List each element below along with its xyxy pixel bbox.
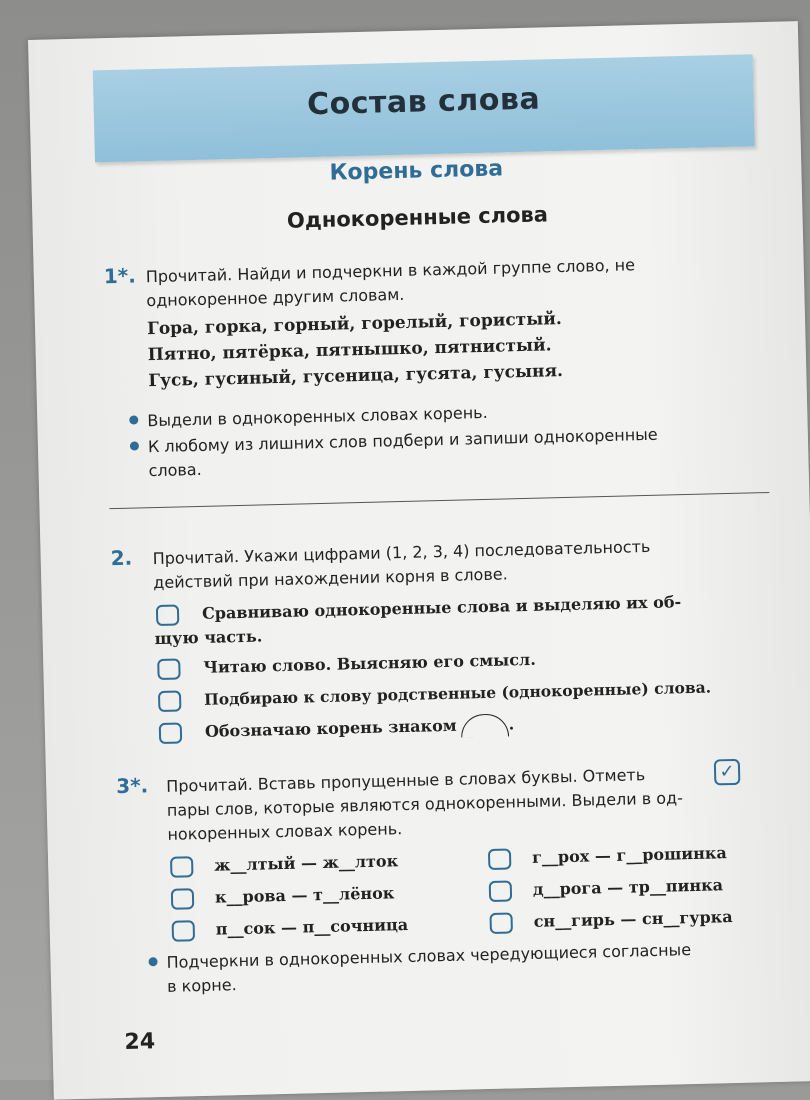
task1-word-group-2: Пятно, пятёрка, пятнышко, пятнистый. — [147, 335, 552, 366]
task3-intro-line1: Прочитай. Вставь пропущенные в словах буквы. Отметь — [166, 765, 646, 796]
right-pair-3: сн__гирь — сн__гурка — [533, 907, 733, 931]
task3-bullet — [148, 938, 691, 975]
workbook-page — [28, 21, 810, 1099]
task2-option-1: Сравниваю однокоренные слова и выделяю их об- — [201, 592, 682, 623]
bullet-dot-icon — [130, 441, 139, 450]
task1-word-group-3: Гусь, гусиный, гусеница, гусята, гусыня. — [148, 361, 564, 392]
task3-number: 3*. — [115, 773, 149, 799]
task1-word-group-1: Гора, горка, горный, горелый, гористый. — [146, 309, 563, 340]
task2-option-4-text: Обозначаю корень знаком — [204, 715, 457, 741]
right-pair-1: г__рох — г__рошинка — [531, 843, 727, 867]
task2-option-2: Читаю слово. Выясняю его смысл. — [203, 649, 537, 677]
right-pair-2: д__рога — тр__пинка — [532, 875, 724, 899]
task2-intro-line1: Прочитай. Укажи цифрами (1, 2, 3, 4) последовательность — [152, 536, 651, 569]
answer-line[interactable] — [109, 492, 769, 509]
left-pair-1: ж__лтый — ж__лток — [213, 851, 399, 875]
order-box-2[interactable] — [157, 658, 181, 680]
title-banner — [93, 54, 755, 162]
pair-checkbox-right-1[interactable] — [488, 848, 512, 870]
page-number: 24 — [124, 1029, 156, 1055]
subtitle: Корень слова — [329, 156, 504, 186]
page-title: Состав слова — [306, 81, 541, 123]
root-arc-icon — [460, 713, 509, 737]
task3-intro-line3: нокоренных словах корень. — [167, 819, 403, 844]
pair-checkbox-right-3[interactable] — [489, 912, 513, 934]
task1-number: 1*. — [103, 263, 137, 289]
order-box-4[interactable] — [159, 722, 183, 744]
bullet-dot-icon — [148, 957, 157, 966]
pair-checkbox-left-2[interactable] — [171, 888, 195, 910]
task1-intro-line1: Прочитай. Найди и подчеркни в каждой группе слово, не — [145, 255, 636, 287]
task2-option-4-end: . — [508, 714, 515, 734]
task3-bullet-line1: Подчеркни в однокоренных словах чередующиеся согласные — [166, 940, 692, 972]
task1-bullet1-text: Выдели в однокоренных словах корень. — [147, 402, 488, 431]
task2-number: 2. — [110, 545, 133, 571]
task1-bullet2-line1: К любому из лишних слов подбери и запиши однокоренные — [147, 424, 658, 457]
pair-checkbox-left-3[interactable] — [172, 920, 196, 942]
task2-option-1-line2: щую часть. — [154, 626, 263, 649]
pair-checkbox-left-1[interactable] — [170, 856, 194, 878]
section-title: Однокоренные слова — [286, 202, 549, 233]
bullet-dot-icon — [129, 415, 138, 424]
check-mark-icon: ✓ — [714, 759, 741, 786]
task3-intro-line2: пары слов, которые являются однокоренными. Выдели в од- — [166, 788, 684, 820]
left-pair-2: к__рова — т__лёнок — [214, 883, 395, 907]
order-box-3[interactable] — [158, 690, 182, 712]
task2-option-4 — [205, 712, 515, 744]
left-pair-3: п__сок — п__сочница — [215, 914, 409, 939]
task2-option-3: Подбираю к слову родственные (однокоренные) слова. — [203, 677, 712, 709]
task3-bullet-line2: в корне. — [166, 975, 237, 996]
task2-intro-line2: действий при нахождении корня в слове. — [153, 564, 508, 593]
order-box-1[interactable] — [156, 604, 180, 626]
task1-bullet2-line2: слова. — [148, 459, 202, 481]
task1-intro-line2: однокоренное другим словам. — [146, 284, 405, 311]
pair-checkbox-right-2[interactable] — [489, 880, 513, 902]
